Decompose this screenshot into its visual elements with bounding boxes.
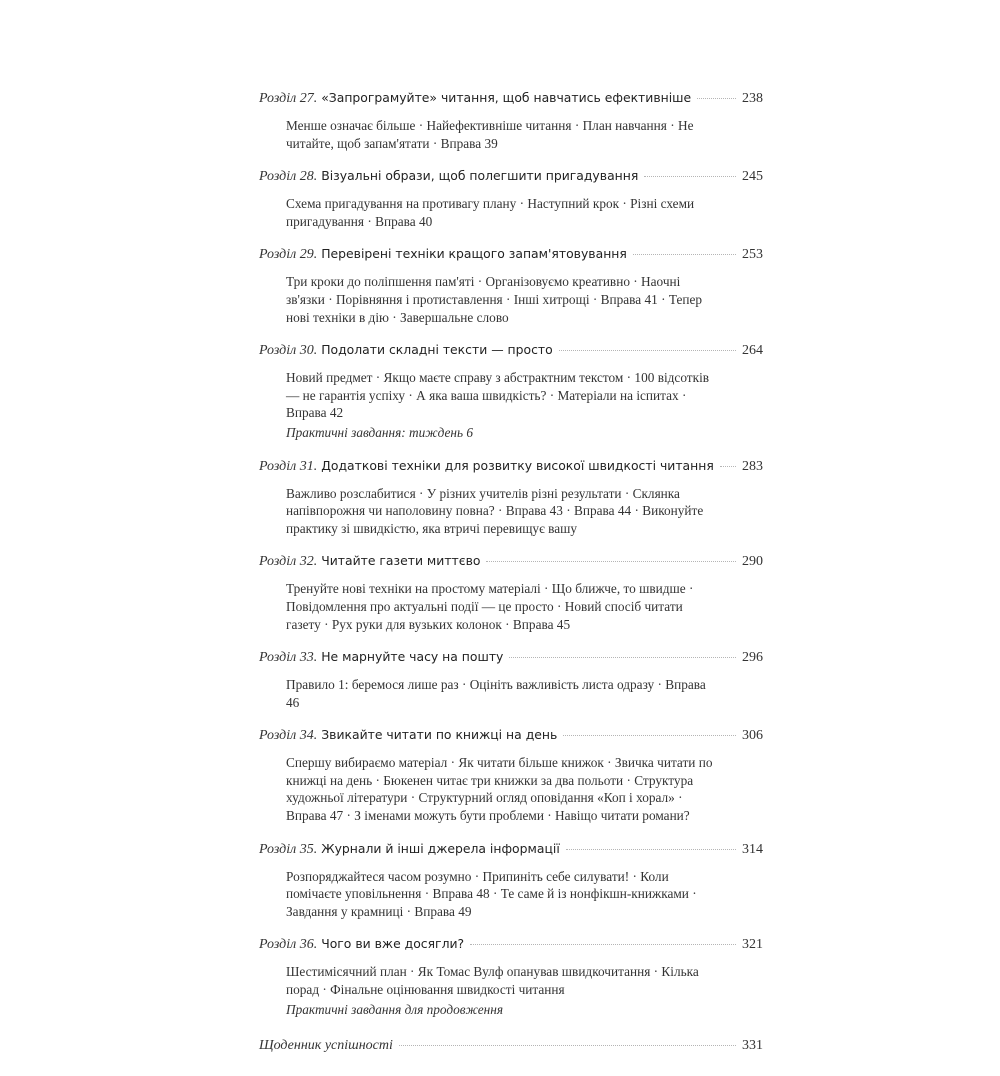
dot-leader — [633, 254, 736, 255]
chapter-sections: Менше означає більше · Найефективніше читання · План навчання · Не читайте, щоб запам'ятати · Вправа 39 — [286, 118, 694, 151]
chapter-heading[interactable] — [259, 936, 763, 958]
chapter-title: Візуальні образи, щоб полегшити пригадування — [321, 168, 639, 184]
page-number: 314 — [742, 841, 763, 857]
chapter-sections: Шестимісячний план · Як Томас Вулф опанував швидкочитання · Кілька порад · Фінальне оцінювання швидкості читання — [286, 964, 699, 998]
chapter-title: Додаткові техніки для розвитку високої швидкості читання — [321, 457, 714, 473]
toc-entry-chapter-36 — [259, 936, 763, 1018]
toc-entry-success-diary — [259, 1038, 763, 1060]
chapter-heading[interactable] — [259, 246, 763, 268]
chapter-sections: Важливо розслабитися · У різних учителів різні результати · Склянка напівпорожня чи наполовину повна? · Вправа 43 · Вправа 44 · Виконуйте практику зі швидкістю, яка втричі перевищує вашу — [286, 485, 704, 536]
chapter-heading[interactable] — [259, 727, 763, 749]
chapter-sections: Розпоряджайтеся часом розумно · Припиніть себе силувати! · Коли помічаєте уповільнення · Вправа 48 · Те саме й із нонфікшн-книжками · Завдання у крамниці · Вправа 49 — [286, 868, 697, 919]
practice-assignments: Практичні завдання: тиждень 6 — [286, 424, 474, 440]
toc-entry-chapter-27 — [259, 90, 763, 152]
dot-leader — [559, 350, 736, 351]
chapter-heading[interactable] — [259, 649, 763, 671]
chapter-sections: Правило 1: беремося лише раз · Оцініть важливість листа одразу · Вправа 46 — [286, 677, 706, 710]
chapter-title: Подолати складні тексти — просто — [321, 342, 553, 358]
chapter-label: Розділ 35. — [259, 841, 318, 857]
chapter-label: Розділ 27. — [259, 91, 318, 106]
chapter-sections: Тренуйте нові техніки на простому матеріалі · Що ближче, то швидше · Повідомлення про актуальні події — це просто · Новий спосіб читати газету · Рух руки для вузьких колонок · Вправа 45 — [286, 581, 694, 632]
dot-leader — [697, 98, 736, 99]
chapter-title: Чого ви вже досягли? — [321, 936, 465, 952]
chapter-sections: Схема пригадування на противагу плану · Наступний крок · Різні схеми пригадування · Вправа 40 — [286, 196, 695, 229]
toc-entry-chapter-33 — [259, 649, 763, 711]
chapter-title: Не марнуйте часу на пошту — [321, 649, 504, 665]
page-number: 253 — [742, 247, 763, 263]
page-number: 331 — [742, 1038, 763, 1054]
toc-entry-chapter-31 — [259, 458, 763, 538]
dot-leader — [399, 1045, 736, 1046]
page-number: 306 — [742, 728, 763, 744]
chapter-label: Розділ 34. — [259, 728, 318, 744]
chapter-label: Розділ 32. — [259, 554, 318, 570]
chapter-label: Розділ 33. — [259, 650, 318, 666]
toc-entry-chapter-29 — [259, 246, 763, 326]
chapter-title: Журнали й інші джерела інформації — [321, 840, 560, 856]
chapter-heading[interactable] — [259, 841, 763, 863]
chapter-heading[interactable] — [259, 168, 763, 190]
practice-assignments: Практичні завдання для продовження — [286, 1001, 503, 1017]
dot-leader — [563, 735, 736, 736]
dot-leader — [486, 561, 736, 562]
chapter-heading[interactable] — [259, 458, 763, 480]
dot-leader — [509, 657, 736, 658]
chapter-title: «Запрограмуйте» читання, щоб навчатись ефективніше — [321, 90, 692, 105]
page-number: 283 — [742, 458, 763, 474]
chapter-heading[interactable] — [259, 342, 763, 364]
table-of-contents — [259, 90, 763, 1076]
page-number: 238 — [742, 91, 763, 106]
page-number: 296 — [742, 650, 763, 666]
chapter-label: Розділ 36. — [259, 937, 318, 953]
final-entry-label: Щоденник успішності — [259, 1038, 393, 1054]
chapter-label: Розділ 29. — [259, 247, 318, 263]
page-number: 264 — [742, 343, 763, 359]
page-number: 245 — [742, 169, 763, 185]
chapter-heading[interactable] — [259, 90, 763, 112]
chapter-title: Читайте газети миттєво — [321, 553, 481, 569]
final-heading[interactable] — [259, 1038, 763, 1060]
page-number: 290 — [742, 554, 763, 570]
chapter-sections: Спершу вибираємо матеріал · Як читати більше книжок · Звичка читати по книжці на день · Бюкенен читає три книжки за два польоти · Структура художньої літератури · Структурний огляд оповідання «Коп і хорал» · Вправа 47 · З іменами можуть бути проблеми · Навіщо читати романи? — [286, 755, 713, 824]
toc-entry-chapter-28 — [259, 168, 763, 230]
toc-entry-chapter-34 — [259, 727, 763, 824]
chapter-label: Розділ 30. — [259, 343, 318, 359]
dot-leader — [566, 849, 736, 850]
chapter-sections: Три кроки до поліпшення пам'яті · Організовуємо креативно · Наочні зв'язки · Порівняння і протиставлення · Інші хитрощі · Вправа 41 · Тепер нові техніки в дію · Завершальне слово — [286, 274, 703, 325]
toc-entry-chapter-35 — [259, 841, 763, 921]
chapter-title: Перевірені техніки кращого запам'ятовування — [321, 246, 627, 262]
toc-entry-chapter-30 — [259, 342, 763, 441]
chapter-sections: Новий предмет · Якщо маєте справу з абстрактним текстом · 100 відсотків — не гарантія успіху · А яка ваша швидкість? · Матеріали на іспитах · Вправа 42 — [286, 370, 710, 421]
dot-leader — [470, 944, 736, 945]
page-number: 321 — [742, 937, 763, 953]
dot-leader — [644, 176, 736, 177]
chapter-label: Розділ 31. — [259, 458, 318, 474]
toc-entry-chapter-32 — [259, 553, 763, 633]
chapter-title: Звикайте читати по книжці на день — [321, 727, 558, 743]
dot-leader — [720, 466, 736, 467]
chapter-label: Розділ 28. — [259, 169, 318, 185]
chapter-heading[interactable] — [259, 553, 763, 575]
